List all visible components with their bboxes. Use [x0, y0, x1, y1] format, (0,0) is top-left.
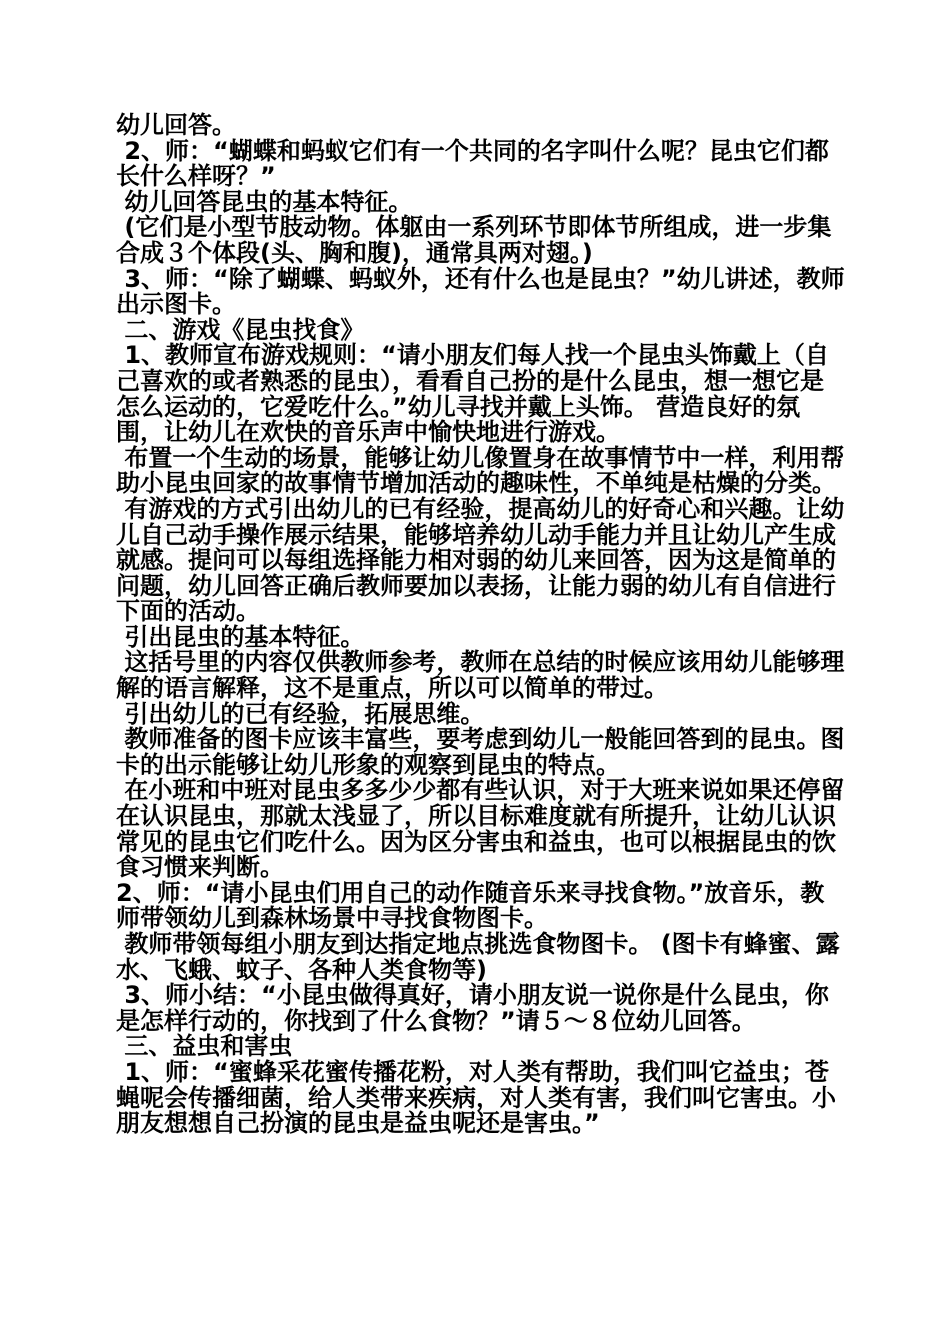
paragraph: 引出幼儿的已有经验，拓展思维。: [116, 699, 485, 728]
section-heading: 三、益虫和害虫: [116, 1032, 293, 1061]
section-heading: 二、游戏《昆虫找食》: [116, 315, 365, 344]
paragraph: 教师准备的图卡应该丰富些，要考虑到幼儿一般能回答到的昆虫。图卡的出示能够让幼儿形象的观察到昆虫的特点。: [116, 725, 845, 779]
paragraph: 幼儿回答。: [116, 111, 236, 139]
paragraph: 3、师小结：“小昆虫做得真好，请小朋友说一说你是什么昆虫，你是怎样行动的，你找到了什么食物？”请５～８位幼儿回答。: [116, 981, 829, 1035]
document-body: [116, 113, 846, 1137]
paragraph: 在小班和中班对昆虫多多少少都有些认识，对于大班来说如果还停留在认识昆虫，那就太浅显了，所以目标难度就有所提升，让幼儿认识常见的昆虫它们吃什么。因为区分害虫和益虫，也可以根据昆虫的饮食习惯来判断。: [116, 776, 845, 882]
paragraph: 教师带领每组小朋友到达指定地点挑选食物图卡。 (图卡有蜂蜜、露水、飞蛾、蚊子、各种人类食物等): [116, 930, 840, 984]
paragraph: 这括号里的内容仅供教师参考，教师在总结的时候应该用幼儿能够理解的语言解释，这不是重点，所以可以简单的带过。: [116, 648, 845, 703]
paragraph: (它们是小型节肢动物。体躯由一系列环节即体节所组成，进一步集合成３个体段(头、胸和腹)，通常具两对翅。): [116, 213, 832, 267]
paragraph: 3、师：“除了蝴蝶、蚂蚁外，还有什么也是昆虫？”幼儿讲述，教师出示图卡。: [116, 264, 845, 319]
paragraph: 2、师：“请小昆虫们用自己的动作随音乐来寻找食物。”放音乐，教师带领幼儿到森林场景中寻找食物图卡。: [116, 878, 825, 933]
paragraph: 2、师：“蝴蝶和蚂蚁它们有一个共同的名字叫什么呢？昆虫它们都长什么样呀？”: [116, 136, 829, 191]
paragraph: 幼儿回答昆虫的基本特征。: [116, 187, 413, 216]
paragraph: 布置一个生动的场景，能够让幼儿像置身在故事情节中一样，利用帮助小昆虫回家的故事情节增加活动的趣味性，不单纯是枯燥的分类。: [116, 443, 845, 498]
paragraph: 1、教师宣布游戏规则：“请小朋友们每人找一个昆虫头饰戴上（自己喜欢的或者熟悉的昆虫），看看自己扮的是什么昆虫，想一想它是怎么运动的，它爱吃什么。”幼儿寻找并戴上头饰。 营造良好的氛围，让幼儿在欢快的音乐声中愉快地进行游戏。: [116, 341, 829, 447]
paragraph: 引出昆虫的基本特征。: [116, 622, 365, 651]
paragraph: 1、师：“蜜蜂采花蜜传播花粉，对人类有帮助，我们叫它益虫；苍蝇呢会传播细菌，给人类带来疾病，对人类有害，我们叫它害虫。小朋友想想自己扮演的昆虫是益虫呢还是害虫。”: [116, 1057, 836, 1138]
paragraph: 有游戏的方式引出幼儿的已有经验，提高幼儿的好奇心和兴趣。让幼儿自己动手操作展示结果，能够培养幼儿动手能力并且让幼儿产生成就感。提问可以每组选择能力相对弱的幼儿来回答，因为这是简单的问题，幼儿回答正确后教师要加以表扬，让能力弱的幼儿有自信进行下面的活动。: [116, 494, 845, 626]
